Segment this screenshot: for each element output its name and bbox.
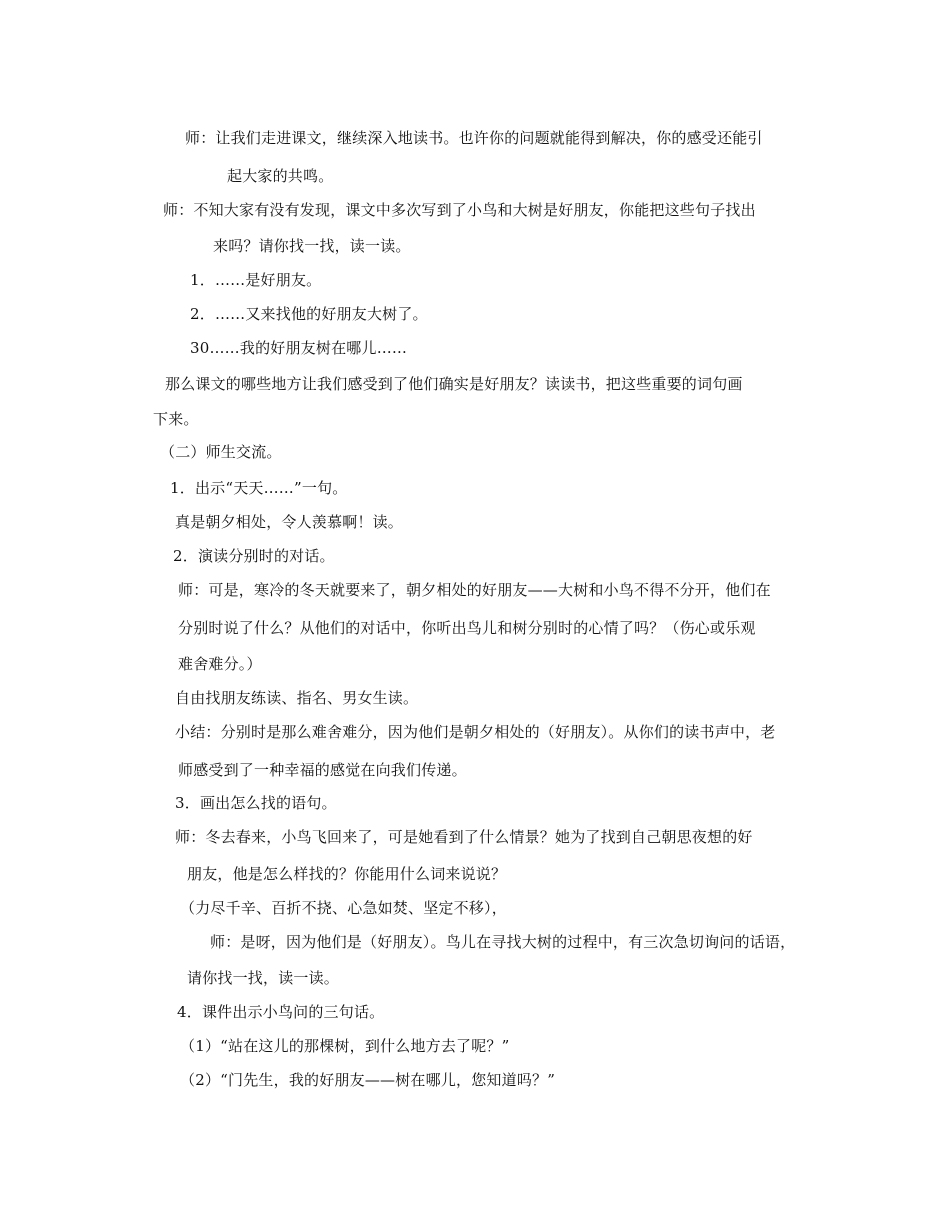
text-line: 师：让我们走进课文，继续深入地读书。也许你的问题就能得到解决，你的感受还能引 <box>185 129 763 147</box>
list-item: 2．……又来找他的好朋友大树了。 <box>190 305 428 323</box>
list-item: 1．……是好朋友。 <box>190 271 322 289</box>
list-item: 30……我的好朋友树在哪儿…… <box>190 339 408 357</box>
text-line: （力尽千辛、百折不挠、心急如焚、坚定不移）， <box>180 899 507 917</box>
text-line: 下来。 <box>153 410 199 428</box>
text-line: 小结：分别时是那么难舍难分，因为他们是朝夕相处的（好朋友）。从你们的读书声中，老 <box>175 723 776 741</box>
text-line: 师感受到了一种幸福的感觉在向我们传递。 <box>178 761 467 779</box>
text-line: 来吗？请你找一找，读一读。 <box>213 237 411 255</box>
text-line: 那么课文的哪些地方让我们感受到了他们确实是好朋友？读读书，把这些重要的词句画 <box>165 375 743 393</box>
list-item: 4．课件出示小鸟问的三句话。 <box>177 1003 385 1021</box>
text-line: 师：不知大家有没有发现，课文中多次写到了小鸟和大树是好朋友，你能把这些句子找出 <box>163 201 756 219</box>
list-item: （1）“站在这儿的那棵树，到什么地方去了呢？” <box>180 1037 510 1055</box>
text-line: 分别时说了什么？从他们的对话中，你听出鸟儿和树分别时的心情了吗？（伤心或乐观 <box>178 619 756 637</box>
section-heading: （二）师生交流。 <box>160 443 282 461</box>
list-item: 3．画出怎么找的语句。 <box>175 794 337 812</box>
text-line: 真是朝夕相处，令人羡慕啊！读。 <box>175 513 404 531</box>
list-item: 1．出示“天天……”一句。 <box>170 479 348 497</box>
text-line: 起大家的共鸣。 <box>227 167 334 185</box>
text-line: 师：冬去春来，小鸟飞回来了，可是她看到了什么情景？她为了找到自己朝思夜想的好 <box>175 828 753 846</box>
text-line: 难舍难分。） <box>178 655 262 673</box>
list-item: 2．演读分别时的对话。 <box>173 547 335 565</box>
list-item: （2）“门先生，我的好朋友——树在哪儿，您知道吗？” <box>180 1071 556 1089</box>
text-line: 自由找朋友练读、指名、男女生读。 <box>175 689 419 707</box>
text-line: 师：可是，寒冷的冬天就要来了，朝夕相处的好朋友——大树和小鸟不得不分开，他们在 <box>178 581 771 599</box>
text-line: 师：是呀，因为他们是（好朋友）。鸟儿在寻找大树的过程中，有三次急切询问的话语， <box>210 933 796 951</box>
text-line: 朋友，他是怎么样找的？你能用什么词来说说？ <box>187 865 507 883</box>
text-line: 请你找一找，读一读。 <box>187 969 340 987</box>
